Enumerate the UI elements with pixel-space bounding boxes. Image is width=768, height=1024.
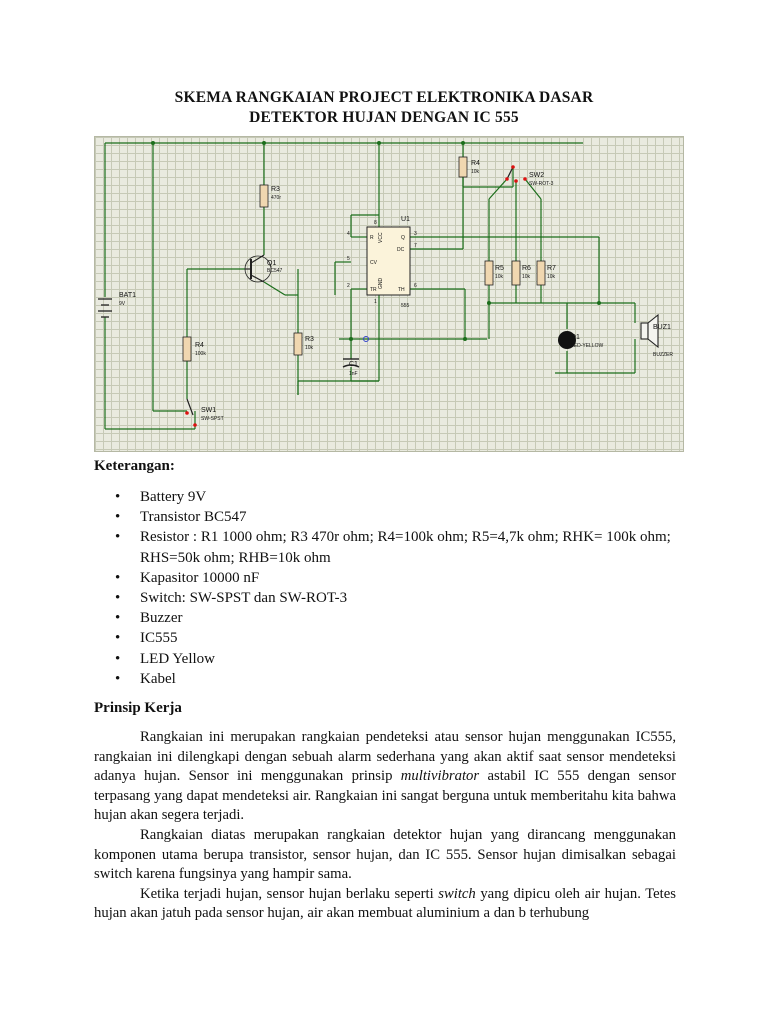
sw1-value: SW-SPST (201, 416, 224, 422)
component-list (94, 487, 684, 689)
q1-label: Q1 (267, 260, 277, 267)
pin-cv-label: CV (370, 260, 377, 266)
list-item: • IC555 (94, 628, 684, 648)
schematic-drawing (95, 137, 683, 451)
document-title-line2: DETEKTOR HUJAN DENGAN IC 555 (249, 109, 519, 126)
r7-label: R7 (547, 265, 556, 272)
r5-value: 10k (495, 274, 504, 280)
pin-r-label: R (370, 235, 374, 241)
paragraph-3-emphasis: switch (438, 885, 476, 902)
list-item: • Kapasitor 10000 nF (94, 568, 684, 588)
pin-4-number: 4 (347, 231, 350, 237)
q1-value: BC547 (267, 268, 283, 274)
r3-top-value: 470r (271, 195, 282, 201)
buz1-label: BUZ1 (653, 324, 671, 331)
list-item: • Kabel (94, 669, 684, 689)
pin-3-number: 3 (414, 231, 417, 237)
paragraph-1-text-b: astabil IC 555 dengan sensor terpasang yang dapat mendeteksi air. Rangkaian ini sangat berguna untuk memberitahu kita bahwa hujan akan segera terjadi. (94, 768, 676, 824)
r3-mid-label: R3 (305, 336, 314, 343)
pin-7-number: 7 (414, 243, 417, 249)
paragraph-1-emphasis: multivibrator (400, 768, 480, 785)
resistors (183, 157, 545, 361)
list-item: • Buzzer (94, 608, 684, 628)
paragraph-2: Rangkaian diatas merupakan rangkaian detektor hujan yang dirancang menggunakan komponen utama berupa transistor, sensor hujan, dan IC 555. Sensor hujan dimisalkan sebagai switch karena fungsinya yang hampir sama. (94, 826, 676, 883)
pin-8-number: 8 (374, 220, 377, 226)
pin-gnd-label: GND (378, 277, 384, 289)
d1-value: LED-YELLOW (571, 343, 604, 349)
pin-5-number: 5 (347, 256, 350, 262)
paragraph-3-text-b: yang dipicu oleh air hujan. Tetes hujan akan jatuh pada sensor hujan, air akan membuat aluminium a dan b terhubung (94, 885, 676, 922)
paragraph-1 (94, 728, 676, 826)
pin-tr-label: TR (370, 287, 377, 293)
sw2-value: SW-ROT-3 (529, 181, 554, 187)
switch-sw2 (505, 165, 527, 183)
sw1-label: SW1 (201, 407, 217, 414)
r3-top-label: R3 (271, 186, 280, 193)
pin-q-label: Q (401, 235, 405, 241)
buzzer-buz1 (641, 315, 658, 347)
r4-left-value: 100k (195, 351, 206, 357)
keterangan-heading: Keterangan: (94, 458, 175, 474)
u1-label: U1 (401, 216, 410, 223)
r4-top-label: R4 (471, 160, 480, 167)
pin-1-number: 1 (374, 299, 377, 305)
circuit-schematic (94, 136, 684, 452)
list-item: • Resistor : R1 1000 ohm; R3 470r ohm; R4=100k ohm; R5=4,7k ohm; RHK= 100k ohm; RHS=50k ohm; RHB=10k ohm (94, 527, 684, 567)
list-item: • Switch: SW-SPST dan SW-ROT-3 (94, 588, 684, 608)
r6-value: 10k (522, 274, 531, 280)
r4-left-label: R4 (195, 342, 204, 349)
r3-mid-value: 10k (305, 345, 314, 351)
d1-label: D1 (571, 334, 580, 341)
pin-vcc-label: VCC (378, 232, 384, 243)
bat1-value: 9V (119, 301, 126, 307)
battery-bat1 (98, 299, 112, 317)
pin-2-number: 2 (347, 283, 350, 289)
bat1-label: BAT1 (119, 292, 136, 299)
r7-value: 10k (547, 274, 556, 280)
c1-label: C1 (349, 361, 358, 368)
paragraph-3 (94, 885, 676, 924)
paragraph-3-text-a: Ketika terjadi hujan, sensor hujan berlaku seperti (140, 885, 439, 902)
paragraph-1-text-a: Rangkaian ini merupakan rangkaian pendeteksi atau sensor hujan menggunakan IC555, rangkaian ini dilengkapi dengan sebuah alarm sederhana yang akan aktif saat sensor mendeteksi adanya hujan. Sensor ini menggunakan prinsip (94, 729, 676, 785)
r5-label: R5 (495, 265, 504, 272)
pin-th-label: TH (398, 287, 405, 293)
pin-dc-label: DC (397, 247, 405, 253)
r6-label: R6 (522, 265, 531, 272)
r4-top-value: 10k (471, 169, 480, 175)
buz1-value: BUZZER (653, 352, 673, 358)
prinsip-kerja-body (94, 728, 676, 924)
list-item: • Transistor BC547 (94, 507, 684, 527)
list-item: • Battery 9V (94, 487, 684, 507)
pin-6-number: 6 (414, 283, 417, 289)
list-item: • LED Yellow (94, 649, 684, 669)
sw2-label: SW2 (529, 172, 545, 179)
c1-value: 1nF (349, 371, 358, 377)
document-title-line1: SKEMA RANGKAIAN PROJECT ELEKTRONIKA DASAR (174, 89, 594, 106)
u1-value: 555 (401, 303, 410, 309)
prinsip-kerja-heading: Prinsip Kerja (94, 700, 182, 716)
